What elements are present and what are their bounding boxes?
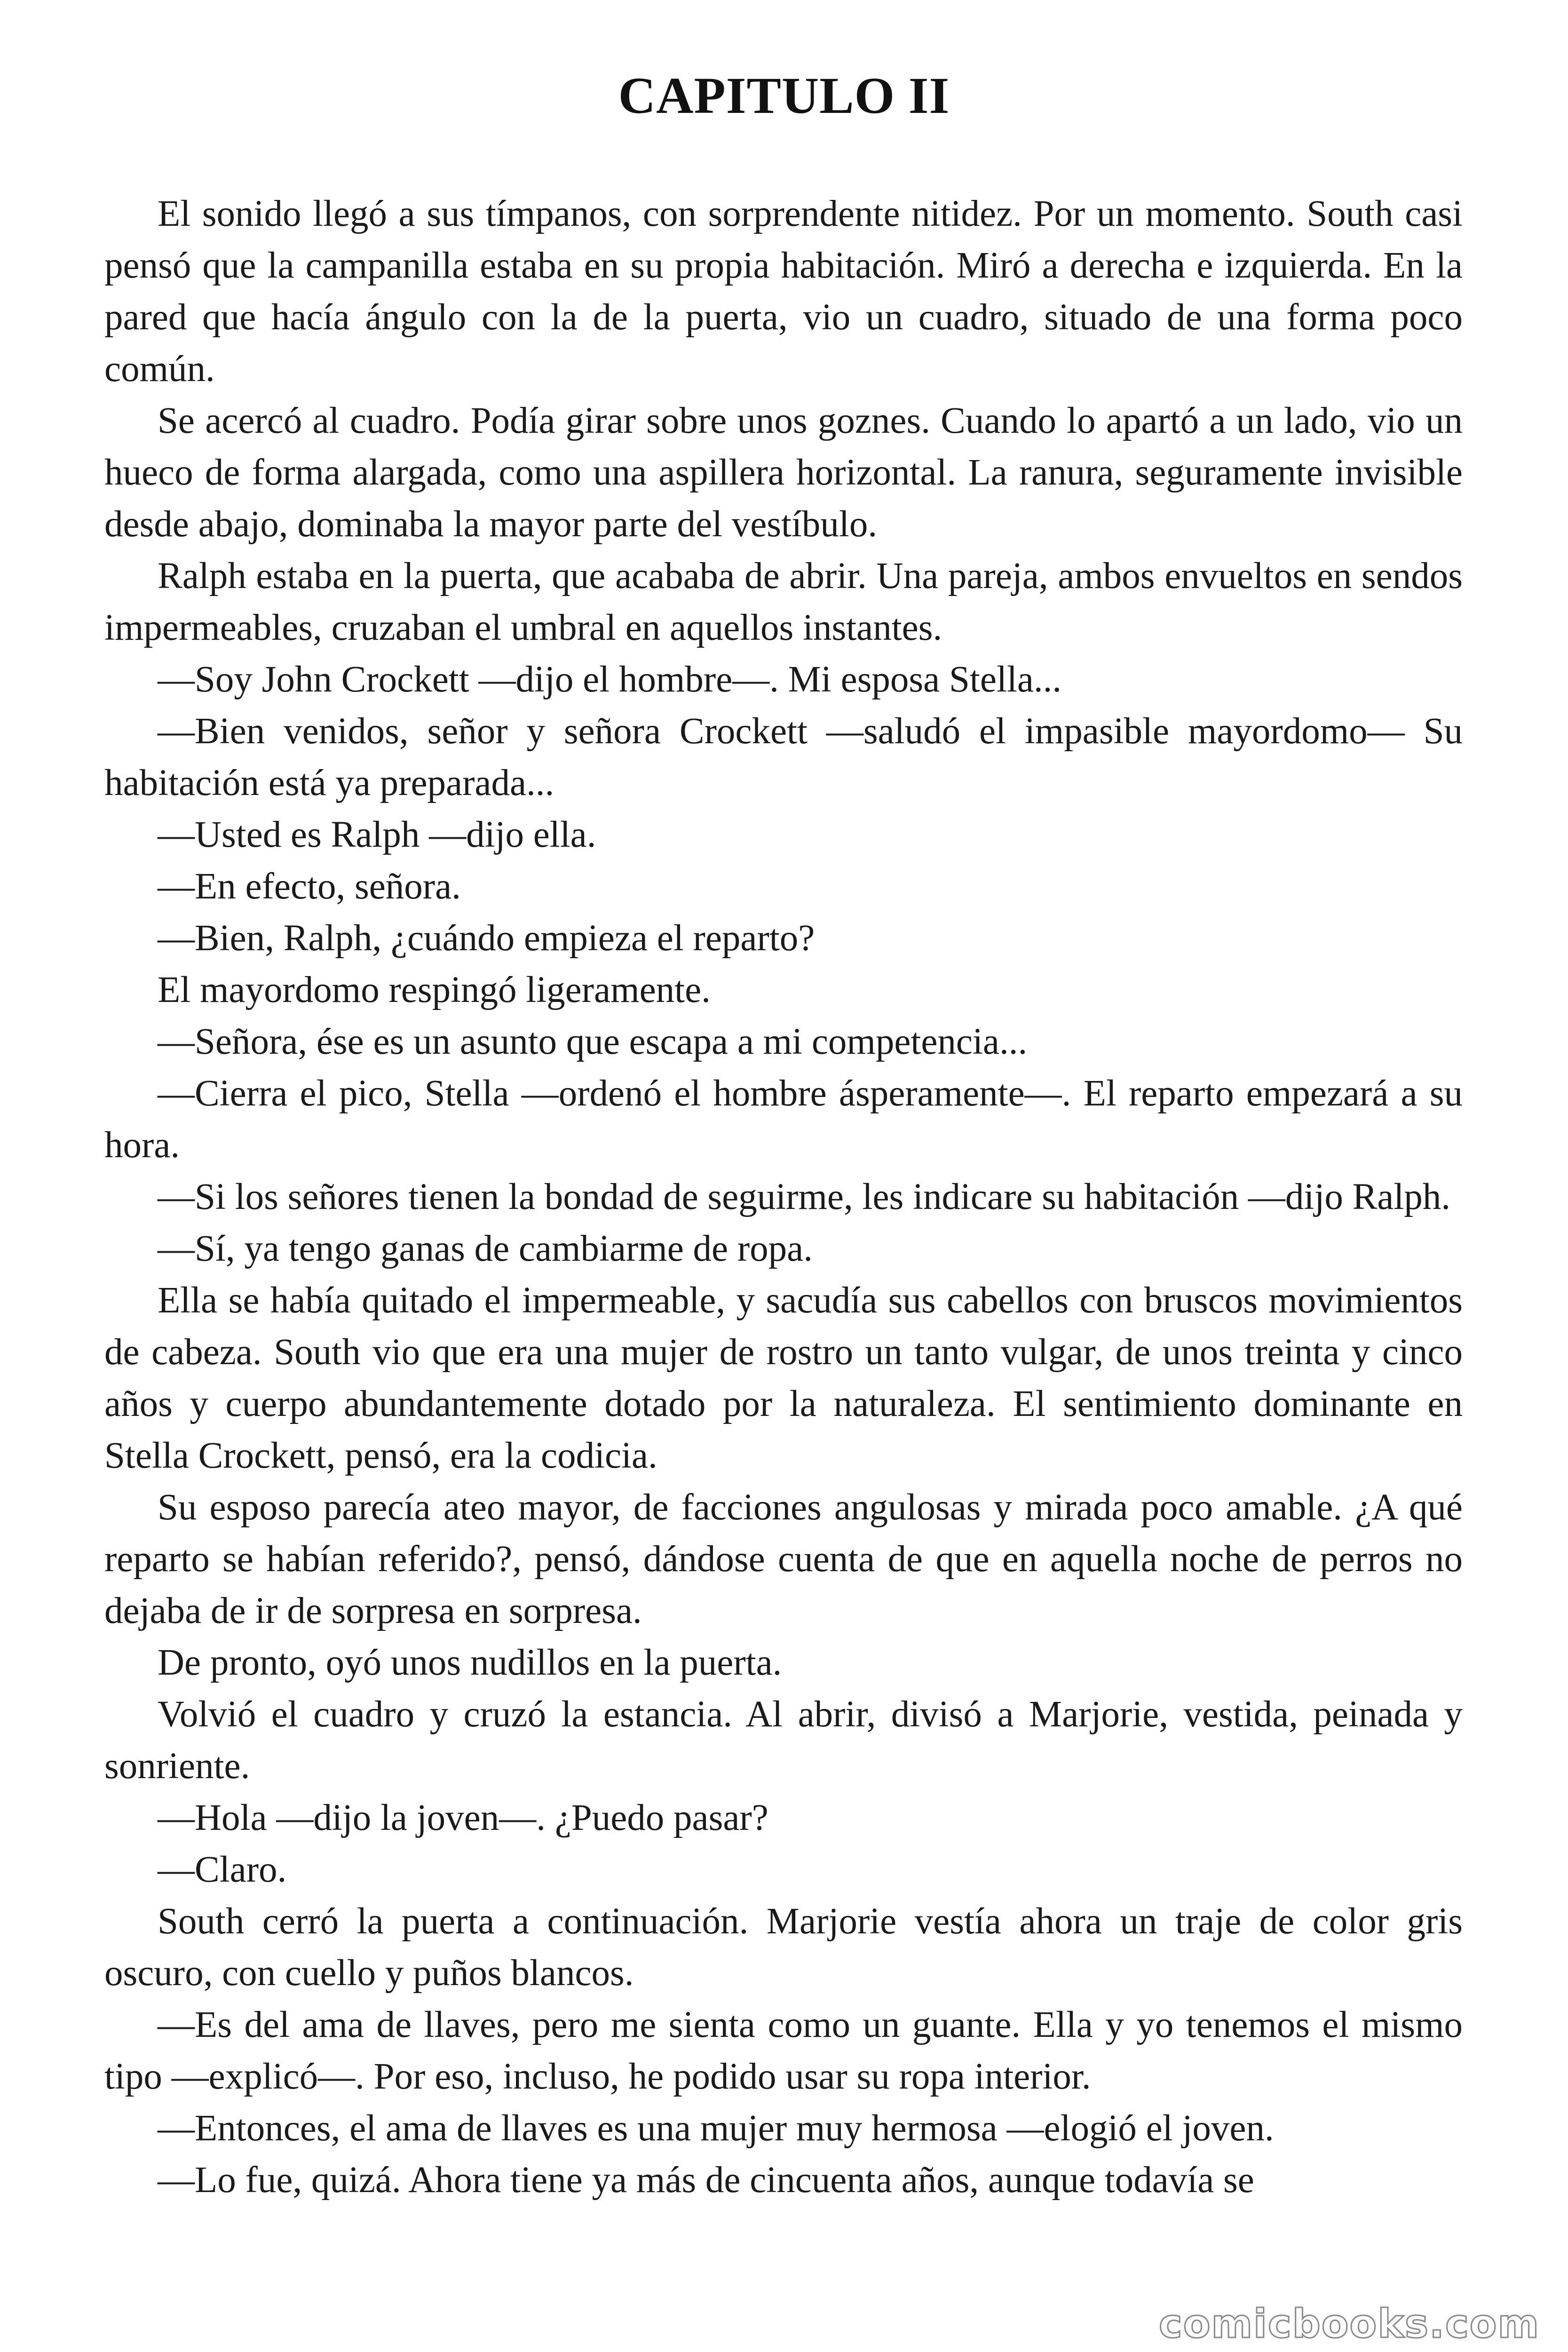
paragraph: —Cierra el pico, Stella —ordenó el hombre ásperamente—. El reparto empezará a su hora.	[104, 1073, 1463, 1166]
paragraph: —Lo fue, quizá. Ahora tiene ya más de cincuenta años, aunque todavía se	[158, 2160, 1254, 2201]
paragraph: Se acercó al cuadro. Podía girar sobre unos goznes. Cuando lo apartó a un lado, vio un hueco de forma alargada, como una aspillera horizontal. La ranura, seguramente invisible desde abajo, dominaba la mayor parte del vestíbulo.	[104, 400, 1463, 545]
paragraph: —Si los señores tienen la bondad de seguirme, les indicare su habitación —dijo Ralph.	[158, 1176, 1451, 1217]
body-text	[104, 188, 1463, 2206]
paragraph: Volvió el cuadro y cruzó la estancia. Al abrir, divisó a Marjorie, vestida, peinada y sonriente.	[104, 1694, 1463, 1787]
paragraph: Su esposo parecía ateo mayor, de facciones angulosas y mirada poco amable. ¿A qué reparto se habían referido?, pensó, dándose cuenta de que en aquella noche de perros no dejaba de ir de sorpresa en sorpresa.	[104, 1487, 1463, 1631]
paragraph: Ralph estaba en la puerta, que acababa de abrir. Una pareja, ambos envueltos en sendos impermeables, cruzaban el umbral en aquellos instantes.	[104, 556, 1463, 648]
paragraph: —Soy John Crockett —dijo el hombre—. Mi esposa Stella...	[158, 659, 1062, 700]
paragraph: —Claro.	[158, 1849, 287, 1890]
paragraph: De pronto, oyó unos nudillos en la puerta.	[158, 1642, 782, 1683]
paragraph: —Sí, ya tengo ganas de cambiarme de ropa.	[158, 1228, 813, 1269]
paragraph: —Bien venidos, señor y señora Crockett —saludó el impasible mayordomo— Su habitación está ya preparada...	[104, 711, 1463, 803]
paragraph: —Hola —dijo la joven—. ¿Puedo pasar?	[158, 1797, 768, 1838]
paragraph: El mayordomo respingó ligeramente.	[158, 969, 711, 1010]
paragraph: —En efecto, señora.	[158, 866, 461, 907]
paragraph: —Entonces, el ama de llaves es una mujer muy hermosa —elogió el joven.	[158, 2108, 1274, 2149]
watermark: comicbooks.com	[1159, 2301, 1540, 2347]
paragraph: El sonido llegó a sus tímpanos, con sorprendente nitidez. Por un momento. South casi pensó que la campanilla estaba en su propia habitación. Miró a derecha e izquierda. En la pared que hacía ángulo con la de la puerta, vio un cuadro, situado de una forma poco común.	[104, 193, 1463, 389]
paragraph: —Señora, ése es un asunto que escapa a mi competencia...	[158, 1021, 1028, 1062]
paragraph: —Bien, Ralph, ¿cuándo empieza el reparto?	[158, 918, 815, 959]
paragraph: —Usted es Ralph —dijo ella.	[158, 814, 596, 855]
paragraph: South cerró la puerta a continuación. Marjorie vestía ahora un traje de color gris oscuro, con cuello y puños blancos.	[104, 1901, 1463, 1994]
chapter-title: CAPITULO II	[618, 67, 950, 124]
paragraph: —Es del ama de llaves, pero me sienta como un guante. Ella y yo tenemos el mismo tipo —explicó—. Por eso, incluso, he podido usar su ropa interior.	[104, 2004, 1463, 2097]
paragraph: Ella se había quitado el impermeable, y sacudía sus cabellos con bruscos movimientos de cabeza. South vio que era una mujer de rostro un tanto vulgar, de unos treinta y cinco años y cuerpo abundantemente dotado por la naturaleza. El sentimiento dominante en Stella Crockett, pensó, era la codicia.	[104, 1280, 1463, 1476]
